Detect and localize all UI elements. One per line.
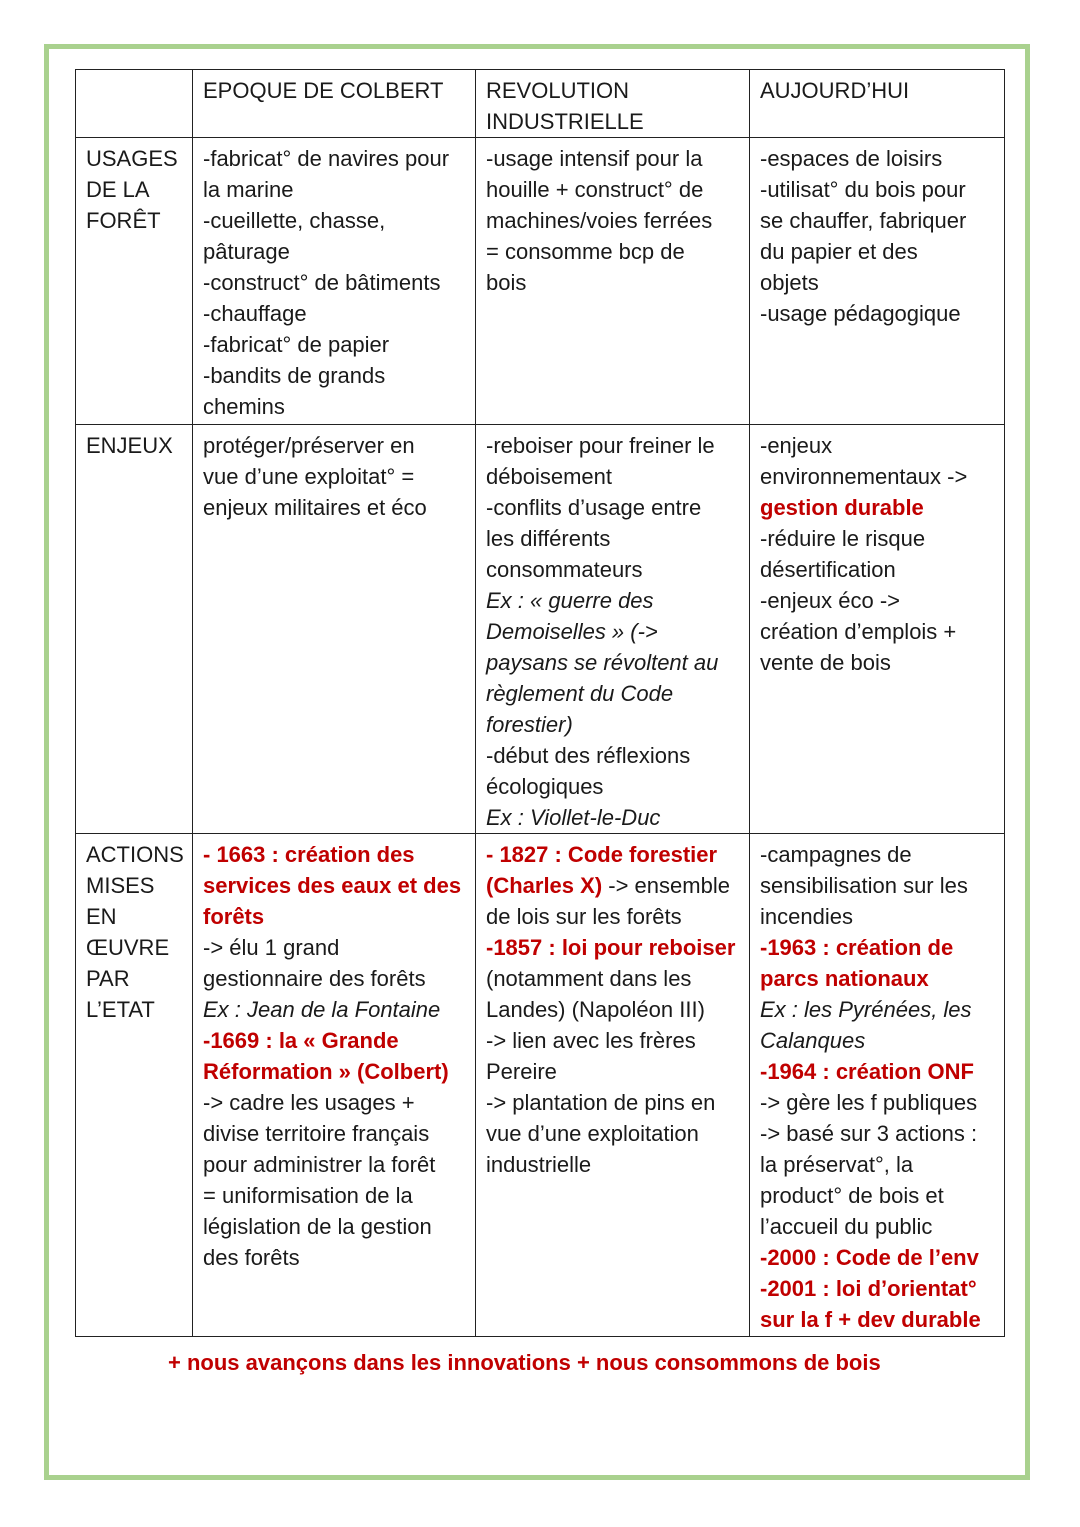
cell-line: désertification [760,557,896,582]
cell-line: Ex : « guerre des [486,588,654,613]
cell-line: -> plantation de pins en [486,1090,716,1115]
cell-line: (notamment dans les [486,966,692,991]
cell-aujourdhui [750,834,1005,1337]
cell-line: environnementaux -> [760,464,968,489]
cell-line: industrielle [486,1152,592,1177]
cell-line: parcs nationaux [760,966,929,991]
cell-line: gestionnaire des forêts [203,966,426,991]
cell-line: INDUSTRIELLE [486,109,644,134]
cell-line: sensibilisation sur les [760,873,968,898]
cell-line: -usage pédagogique [760,301,961,326]
cell-line: -fabricat° de papier [203,332,390,357]
cell-line: se chauffer, fabriquer [760,208,967,233]
cell-line: -cueillette, chasse, [203,208,386,233]
cell-line: DE LA [86,177,150,202]
cell-line: -usage intensif pour la [486,146,703,171]
cell-line: -espaces de loisirs [760,146,943,171]
footer-note: + nous avançons dans les innovations + nous consommons de bois [168,1350,881,1375]
cell-line: -> gère les f publiques [760,1090,978,1115]
cell-line: AUJOURD’HUI [760,78,910,103]
cell-line: la marine [203,177,294,202]
cell-line: Réformation » (Colbert) [203,1059,449,1084]
cell-line: vue d’une exploitation [486,1121,699,1146]
header-aujourdhui [750,70,1005,138]
cell-line: -enjeux éco -> [760,588,901,613]
cell-line: incendies [760,904,853,929]
cell-line: forêts [203,904,265,929]
cell-line: ŒUVRE [86,935,170,960]
cell-line: -conflits d’usage entre [486,495,702,520]
cell-line: -1963 : création de [760,935,954,960]
cell-line: gestion durable [760,495,924,520]
cell-line: -> basé sur 3 actions : [760,1121,978,1146]
cell-line: MISES [86,873,155,898]
cell-line: machines/voies ferrées [486,208,713,233]
cell-line: objets [760,270,819,295]
cell-line: PAR [86,966,130,991]
cell-line: -> élu 1 grand [203,935,340,960]
cell-line: = consomme bcp de [486,239,685,264]
cell-line: -campagnes de [760,842,912,867]
header-revolution-industrielle [476,70,750,138]
cell-line: USAGES [86,146,178,171]
cell-line: déboisement [486,464,612,489]
cell-line: -2001 : loi d’orientat° [760,1276,977,1301]
cell-line: ACTIONS [86,842,184,867]
cell-line: vue d’une exploitat° = [203,464,415,489]
row-usages [76,138,1005,425]
cell-line: paysans se révoltent au [486,650,719,675]
cell-line: la préservat°, la [760,1152,914,1177]
cell-line: écologiques [486,774,604,799]
cell-line: -> cadre les usages + [203,1090,415,1115]
cell-line [486,870,739,901]
cell-line: -reboiser pour freiner le [486,433,715,458]
cell-line: -> lien avec les frères [486,1028,696,1053]
cell-line-rest: -> ensemble [602,873,730,898]
cell-line: -enjeux [760,433,833,458]
cell-revolution-industrielle [476,138,750,425]
cell-line: ENJEUX [86,433,173,458]
cell-line: législation de la gestion [203,1214,432,1239]
header-corner [76,70,193,138]
cell-line: = uniformisation de la [203,1183,413,1208]
row-label [76,425,193,834]
cell-line: chemins [203,394,285,419]
cell-line: -bandits de grands [203,363,386,388]
row-label [76,834,193,1337]
cell-revolution-industrielle [476,834,750,1337]
cell-line: -1669 : la « Grande [203,1028,399,1053]
cell-line: L’ETAT [86,997,155,1022]
cell-line: -fabricat° de navires pour [203,146,450,171]
cell-line: -2000 : Code de l’env [760,1245,979,1270]
cell-aujourdhui [750,425,1005,834]
header-row [76,70,1005,138]
cell-colbert [193,425,476,834]
cell-line: Ex : les Pyrénées, les [760,997,972,1022]
cell-line: houille + construct° de [486,177,704,202]
cell-line: -1964 : création ONF [760,1059,974,1084]
cell-line: -construct° de bâtiments [203,270,441,295]
cell-line: les différents [486,526,611,551]
cell-line: REVOLUTION [486,78,630,103]
cell-line: - 1663 : création des [203,842,415,867]
cell-line: protéger/préserver en [203,433,415,458]
header-colbert [193,70,476,138]
cell-line: EN [86,904,117,929]
cell-colbert [193,138,476,425]
cell-line: -utilisat° du bois pour [760,177,966,202]
cell-line: divise territoire français [203,1121,430,1146]
cell-line: - 1827 : Code forestier [486,842,718,867]
cell-line: enjeux militaires et éco [203,495,427,520]
forest-history-table [75,69,1005,1337]
cell-line: -chauffage [203,301,307,326]
cell-line: services des eaux et des [203,873,462,898]
cell-line: règlement du Code [486,681,674,706]
cell-line: -réduire le risque [760,526,926,551]
cell-revolution-industrielle [476,425,750,834]
cell-line: -1857 : loi pour reboiser [486,935,736,960]
cell-line: du papier et des [760,239,918,264]
cell-line: product° de bois et [760,1183,944,1208]
cell-line: -début des réflexions [486,743,691,768]
cell-line: forestier) [486,712,573,737]
cell-line: Pereire [486,1059,557,1084]
cell-line: EPOQUE DE COLBERT [203,78,444,103]
row-label [76,138,193,425]
cell-line: Ex : Viollet-le-Duc [486,805,661,830]
row-actions [76,834,1005,1337]
cell-line-emphasis: (Charles X) [486,873,603,898]
cell-line: sur la f + dev durable [760,1307,981,1332]
cell-line: pâturage [203,239,290,264]
cell-line: Landes) (Napoléon III) [486,997,705,1022]
cell-line: de lois sur les forêts [486,904,682,929]
cell-line: consommateurs [486,557,643,582]
cell-line: création d’emplois + [760,619,957,644]
cell-line: des forêts [203,1245,300,1270]
cell-line: FORÊT [86,208,161,233]
cell-colbert [193,834,476,1337]
cell-line: bois [486,270,527,295]
cell-line: vente de bois [760,650,891,675]
row-enjeux [76,425,1005,834]
cell-line: Demoiselles » (-> [486,619,658,644]
cell-line: l’accueil du public [760,1214,933,1239]
cell-aujourdhui [750,138,1005,425]
cell-line: Ex : Jean de la Fontaine [203,997,441,1022]
cell-line: Calanques [760,1028,866,1053]
cell-line: pour administrer la forêt [203,1152,436,1177]
